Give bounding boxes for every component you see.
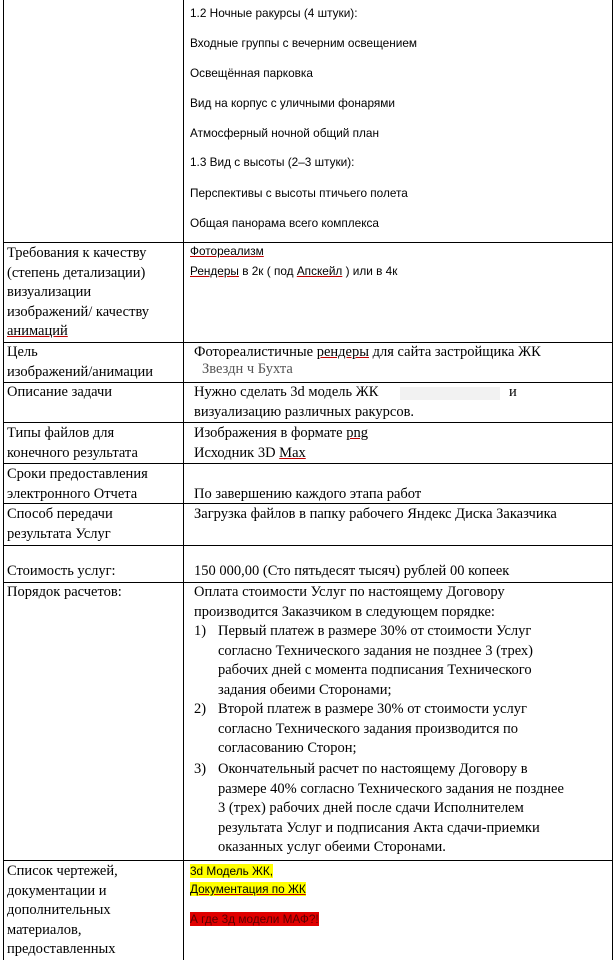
row-divider xyxy=(3,545,613,546)
model-highlight: 3d Модель ЖК, xyxy=(190,864,274,878)
night-item: Вид на корпус с уличными фонарями xyxy=(190,96,395,110)
docs-highlight: Документация по ЖК xyxy=(190,882,306,896)
payment-value: Оплата стоимости Услуг по настоящему Договору производится Заказчиком в следующем порядке: 1) Первый платеж в размере 30% от стоимости Услуг согласно Технического задания не позднее 3 (трех) рабочих дней с момента подписания Технического задания обеими Сторонами; 2) Второй платеж в размере 30% от стоимости услуг согласно Технического задания производится по согласованию Сторон; 3) Окончательный расчет по настоящему Договору в размере 40% согласно Технического задания не позднее 3 (трех) рабочих дней после сдачи Исполнителем результата Услуг и подписания Акта сдачи-приемки оказанных услуг обеими Сторонами. xyxy=(194,584,564,855)
goal-value-cut-text: Звездн ч Бухта xyxy=(202,361,293,377)
row-divider xyxy=(3,860,613,861)
row-divider xyxy=(3,422,613,423)
night-item: Входные группы с вечерним освещением xyxy=(190,36,417,50)
height-item: Общая панорама всего комплекса xyxy=(190,216,379,230)
night-item: Атмосферный ночной общий план xyxy=(190,126,380,140)
top-section-content xyxy=(190,0,610,242)
row-divider xyxy=(3,463,613,464)
table-border-left xyxy=(3,0,4,960)
night-header: 1.2 Ночные ракурсы (4 штуки): xyxy=(190,6,358,20)
photorealism-text: Фотореализм xyxy=(190,244,264,258)
night-item: Освещённая парковка xyxy=(190,66,313,80)
row-divider xyxy=(3,242,613,243)
document-page: 1.2 Ночные ракурсы (4 штуки): Входные группы с вечерним освещением Освещённая парковка Вид на корпус с уличными фонарями Атмосферный ночной общий план 1.3 Вид с высоты (2–3 штуки): Перспективы с высоты птичьего полета Общая панорама всего комплекса Требования к качеству (степень детализации) визуализации изображений/ качеству анимаций Фотореализм Рендеры в 2к ( под Апскейл ) или в 4к Цель изображений/анимации Фотореалистичные рендеры для сайта застройщика ЖК Звездн ч Бухта Описание задачи Нужно сделать 3d модель ЖК и визуализацию различных ракурсов. Типы файлов для конечного результата Изображения в формате png Исходник 3D Max Сроки предоставления электронного Отчета По завершению каждого этапа работ Способ передачи результата Услуг Загрузка файлов в папку рабочего Яндекс Диска Заказчика Стоимость услуг: 150 000,00 (Сто пятьдесят тысяч) рублей 00 копеек Порядок расчетов: Оплата стоимости Услуг по настоящему Договору производится Заказчиком в следующем порядке: 1) Первый платеж в размере 30% от стоимости Услуг согласно Технического задания не позднее 3 (трех) рабочих дней с момента подписания Технического задания обеими Сторонами; 2) Второй платеж в размере 30% от стоимости услуг согласно Технического задания производится по согласованию Сторон; 3) Окончательный расчет по настоящему Договору в размере 40% согласно Технического задания не позднее 3 (трех) рабочих дней после сдачи Исполнителем результата Услуг и подписания Акта сдачи-приемки оказанных услуг обеими Сторонами. Список чертежей, документации и дополнительных материалов, предоставленных 3d Модель ЖК, Документация по ЖК А где 3д модели МАФ?! xyxy=(0,0,616,960)
height-header: 1.3 Вид с высоты (2–3 штуки): xyxy=(190,155,355,169)
height-item: Перспективы с высоты птичьего полета xyxy=(190,186,408,200)
goal-value: Фотореалистичные рендеры для сайта застройщика ЖК Звездн ч Бухта xyxy=(194,343,610,382)
renders-resolution-text: Рендеры в 2к ( под Апскейл ) или в 4к xyxy=(190,264,398,278)
redaction-smudge xyxy=(400,387,500,400)
table-border-right xyxy=(612,0,613,960)
table-border-middle xyxy=(183,0,184,960)
maf-question-highlight: А где 3д модели МАФ?! xyxy=(190,912,319,926)
